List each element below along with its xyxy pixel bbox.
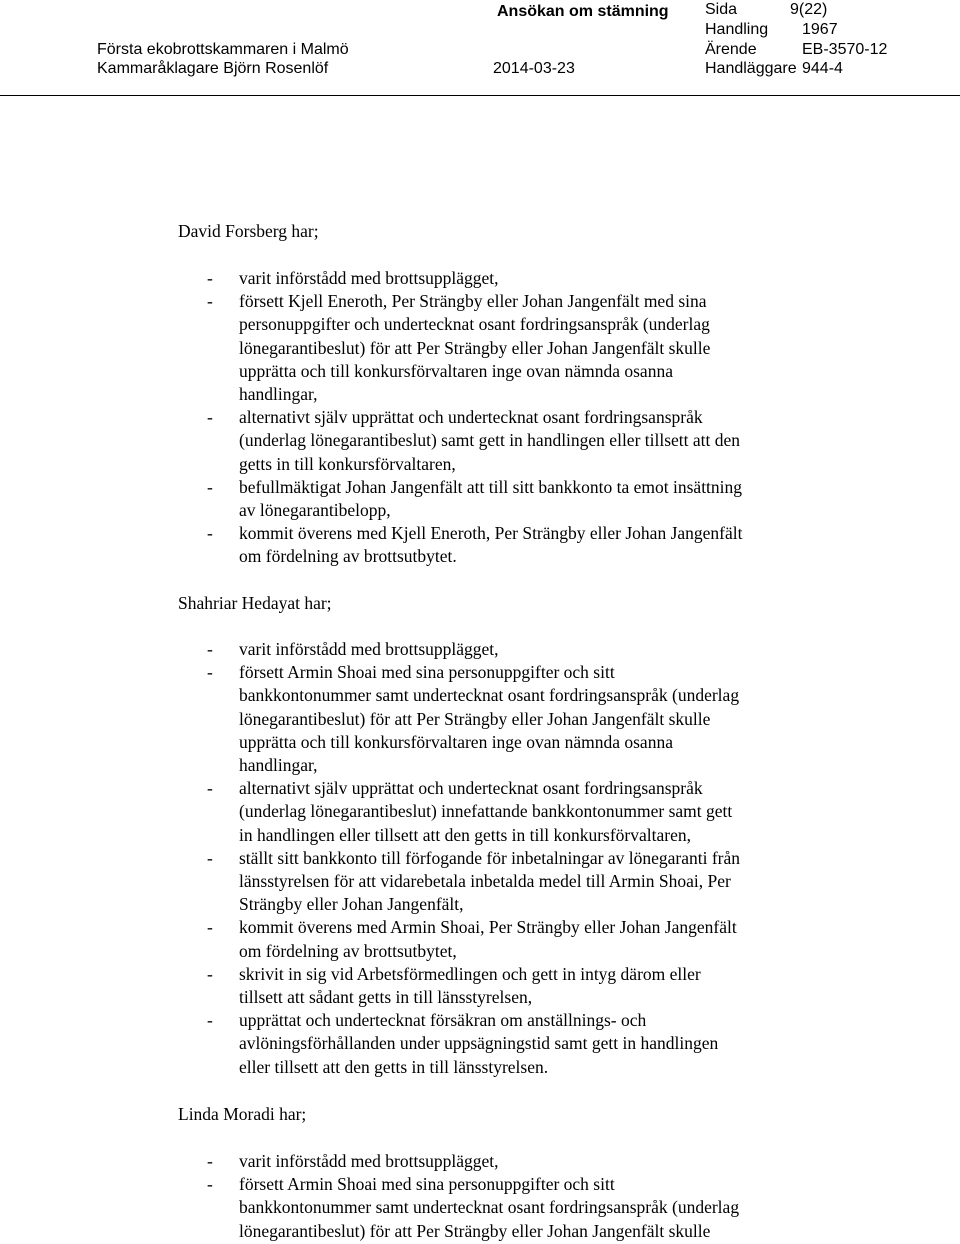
list-item-line: om fördelning av brottsutbytet, <box>239 940 457 961</box>
list-item-line: alternativt själv upprättat och undertecknat osant fordringsanspråk <box>239 407 703 428</box>
page-value: 9(22) <box>790 1 828 18</box>
list-dash: - <box>207 1174 213 1195</box>
case-label: Ärende <box>705 41 757 58</box>
list-item-line: alternativt själv upprättat och undertecknat osant fordringsanspråk <box>239 778 703 799</box>
list-item <box>207 1173 827 1243</box>
prosecutor-name: Kammaråklagare Björn Rosenlöf <box>97 60 329 77</box>
section-list <box>207 638 827 1079</box>
list-dash: - <box>207 1010 213 1031</box>
officer-value: 944-4 <box>802 60 843 77</box>
list-dash: - <box>207 847 213 868</box>
handling-label: Handling <box>705 21 769 38</box>
list-item <box>207 476 827 522</box>
list-item <box>207 963 827 1009</box>
list-item-line: eller tillsett att den getts in till länsstyrelsen. <box>239 1056 549 1077</box>
list-dash: - <box>207 268 213 288</box>
list-item-line: av lönegarantibelopp, <box>239 500 391 521</box>
list-item-line: bankkontonummer samt undertecknat osant fordringsanspråk (underlag <box>239 685 740 706</box>
section-title: David Forsberg har; <box>178 221 319 241</box>
list-item-line: varit införstådd med brottsupplägget, <box>239 268 499 288</box>
document-header <box>0 0 960 96</box>
officer-label: Handläggare <box>705 60 797 77</box>
list-item <box>207 267 827 290</box>
list-dash: - <box>207 917 213 938</box>
list-item-line: upprätta och till konkursförvaltaren inge ovan nämnda osanna <box>239 360 673 381</box>
list-item-line: in handlingen eller tillsett att den getts in till konkursförvaltaren, <box>239 824 691 845</box>
list-item <box>207 777 827 847</box>
list-item <box>207 847 827 917</box>
document-type: Ansökan om stämning <box>497 3 669 20</box>
section-title: Linda Moradi har; <box>178 1104 307 1124</box>
list-item-line: tillsett att sådant getts in till länsstyrelsen, <box>239 987 533 1008</box>
list-dash: - <box>207 963 213 984</box>
list-item-line: kommit överens med Kjell Eneroth, Per Strängby eller Johan Jangenfält <box>239 523 743 544</box>
list-item-line: försett Armin Shoai med sina personuppgifter och sitt <box>239 662 615 683</box>
list-item-line: försett Armin Shoai med sina personuppgifter och sitt <box>239 1174 615 1195</box>
list-item-line: upprättat och undertecknat försäkran om anställnings- och <box>239 1010 647 1031</box>
case-value: EB-3570-12 <box>802 41 888 58</box>
list-item-line: om fördelning av brottsutbytet. <box>239 546 457 567</box>
list-item <box>207 638 827 661</box>
handling-value: 1967 <box>802 21 838 38</box>
list-item-line: varit införstådd med brottsupplägget, <box>239 1151 499 1171</box>
list-item-line: varit införstådd med brottsupplägget, <box>239 639 499 659</box>
list-item <box>207 916 827 962</box>
list-item-line: (underlag lönegarantibeslut) innefattande bankkontonummer samt gett <box>239 801 733 822</box>
list-item-line: befullmäktigat Johan Jangenfält att till sitt bankkonto ta emot insättning <box>239 476 743 497</box>
list-item-line: handlingar, <box>239 755 318 776</box>
list-item-line: lönegarantibeslut) för att Per Strängby eller Johan Jangenfält skulle <box>239 1220 711 1241</box>
section-list <box>207 1150 827 1243</box>
list-item-line: upprätta och till konkursförvaltaren inge ovan nämnda osanna <box>239 731 673 752</box>
list-item-line: ställt sitt bankkonto till förfogande för inbetalningar av lönegaranti från <box>239 847 741 868</box>
list-item-line: handlingar, <box>239 384 318 405</box>
header-divider <box>0 95 960 96</box>
list-item-line: försett Kjell Eneroth, Per Strängby eller Johan Jangenfält med sina <box>239 291 707 312</box>
list-item-line: Strängby eller Johan Jangenfält, <box>239 894 464 915</box>
section-title: Shahriar Hedayat har; <box>178 593 332 613</box>
list-dash: - <box>207 1151 213 1171</box>
list-item <box>207 661 827 777</box>
list-item <box>207 522 827 568</box>
list-item-line: lönegarantibeslut) för att Per Strängby eller Johan Jangenfält skulle <box>239 337 711 358</box>
list-item <box>207 290 827 406</box>
page-label: Sida <box>705 1 738 18</box>
section-list <box>207 267 827 569</box>
list-dash: - <box>207 662 213 683</box>
list-dash: - <box>207 407 213 428</box>
list-item-line: länsstyrelsen för att vidarebetala inbetalda medel till Armin Shoai, Per <box>239 871 731 892</box>
list-dash: - <box>207 291 213 312</box>
list-dash: - <box>207 476 213 497</box>
list-item <box>207 406 827 476</box>
list-dash: - <box>207 778 213 799</box>
list-item-line: getts in till konkursförvaltaren, <box>239 453 456 474</box>
list-item-line: personuppgifter och undertecknat osant fordringsanspråk (underlag <box>239 314 710 335</box>
list-dash: - <box>207 523 213 544</box>
list-dash: - <box>207 639 213 659</box>
list-item-line: skrivit in sig vid Arbetsförmedlingen och gett in intyg därom eller <box>239 963 701 984</box>
list-item-line: kommit överens med Armin Shoai, Per Strängby eller Johan Jangenfält <box>239 917 737 938</box>
document-date: 2014-03-23 <box>493 60 575 77</box>
list-item <box>207 1150 827 1173</box>
list-item-line: (underlag lönegarantibeslut) samt gett in handlingen eller tillsett att den <box>239 430 741 451</box>
list-item-line: bankkontonummer samt undertecknat osant fordringsanspråk (underlag <box>239 1197 740 1218</box>
list-item <box>207 1009 827 1079</box>
list-item-line: lönegarantibeslut) för att Per Strängby eller Johan Jangenfält skulle <box>239 708 711 729</box>
list-item-line: avlöningsförhållanden under uppsägningstid samt gett in handlingen <box>239 1033 719 1054</box>
organization-name: Första ekobrottskammaren i Malmö <box>97 41 349 58</box>
